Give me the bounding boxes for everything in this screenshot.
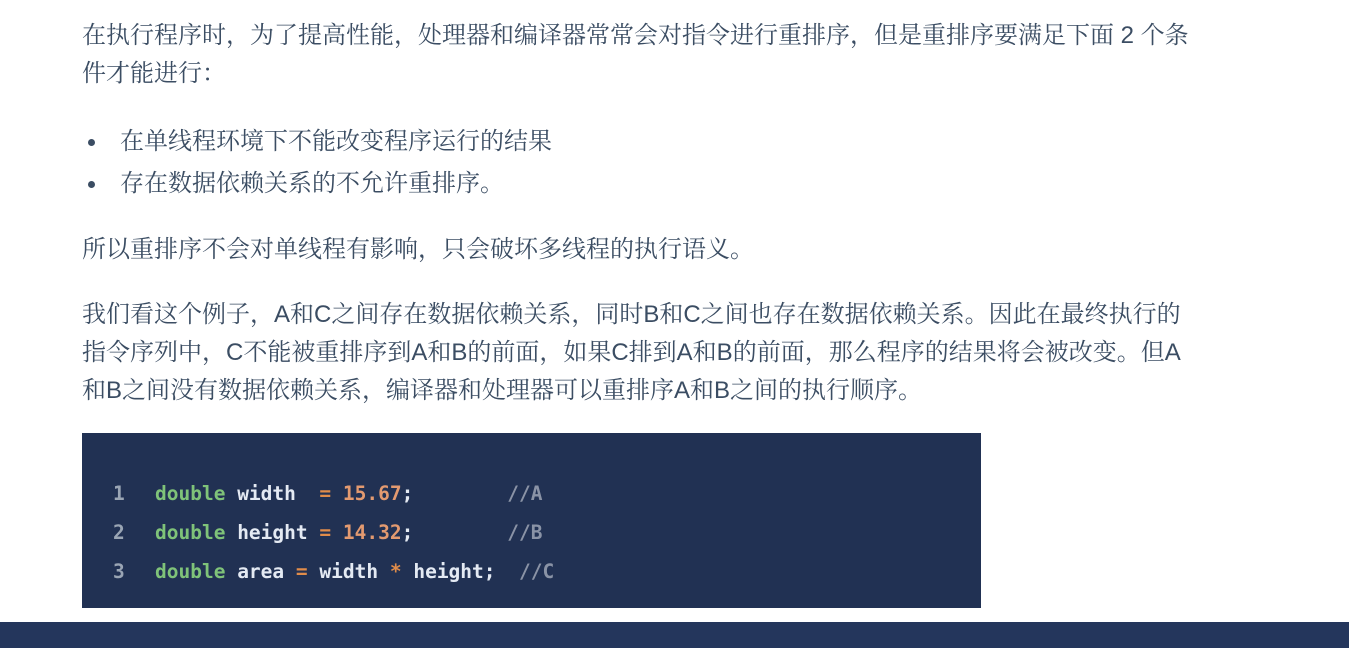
code-token-comment: //C <box>519 560 555 583</box>
code-token-plain: ; <box>401 482 414 505</box>
next-block-partial <box>0 622 1349 648</box>
code-token-keyword: double <box>155 560 226 583</box>
code-token-plain: height; <box>401 560 496 583</box>
code-token-comment: //B <box>507 521 543 544</box>
code-token-comment: //A <box>507 482 543 505</box>
paragraph-conclusion: 所以重排序不会对单线程有影响，只会破坏多线程的执行语义。 <box>82 236 754 263</box>
code-token-plain: ; <box>401 521 414 544</box>
code-token-plain: width <box>225 482 320 505</box>
code-token-keyword: double <box>155 521 226 544</box>
code-token-operator: = <box>319 482 332 505</box>
code-token-keyword: double <box>155 482 226 505</box>
code-line <box>113 513 961 552</box>
code-token-operator: * <box>389 560 402 583</box>
bullet-item: 存在数据依赖关系的不允许重排序。 <box>82 163 1200 205</box>
code-token-plain <box>496 560 519 583</box>
code-lines <box>113 474 961 591</box>
code-token-operator: = <box>319 521 332 544</box>
line-number: 3 <box>113 560 125 583</box>
paragraph-intro: 在执行程序时，为了提高性能，处理器和编译器常常会对指令进行重排序，但是重排序要满足下面 2 个条件才能进行： <box>82 22 1189 87</box>
code-token-plain: area <box>225 560 296 583</box>
code-line <box>113 552 961 591</box>
code-token-operator: = <box>295 560 308 583</box>
code-token-plain <box>331 482 343 505</box>
bullet-item: 在单线程环境下不能改变程序运行的结果 <box>82 121 1200 163</box>
code-token-number: 14.32 <box>342 521 402 544</box>
code-token-plain <box>331 521 343 544</box>
line-number: 1 <box>113 482 125 505</box>
code-token-plain <box>413 482 507 505</box>
code-token-plain: width <box>307 560 390 583</box>
line-number: 2 <box>113 521 125 544</box>
article-content <box>82 0 1200 608</box>
reorder-conditions-list <box>82 121 1200 205</box>
code-token-plain <box>413 521 507 544</box>
code-line <box>113 474 961 513</box>
code-token-number: 15.67 <box>342 482 402 505</box>
code-block <box>82 433 981 608</box>
paragraph-example: 我们看这个例子，A和C之间存在数据依赖关系，同时B和C之间也存在数据依赖关系。因此在最终执行的指令序列中，C不能被重排序到A和B的前面，如果C排到A和B的前面，那么程序的结果将会被改变。但A和B之间没有数据依赖关系，编译器和处理器可以重排序A和B之间的执行顺序。 <box>82 301 1181 404</box>
code-token-plain: height <box>225 521 320 544</box>
